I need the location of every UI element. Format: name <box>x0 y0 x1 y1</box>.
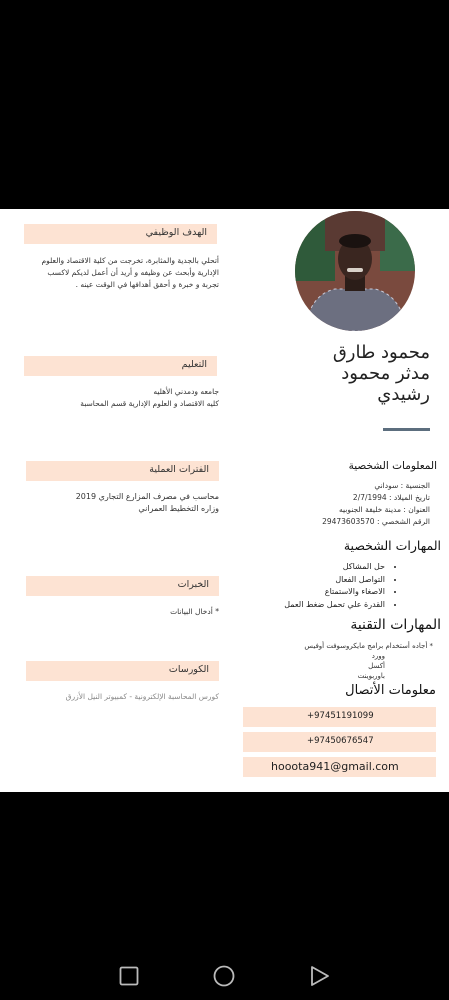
list-item: • التواصل الفعال <box>185 574 385 587</box>
education-line: جامعه ودمدني الأهليه <box>153 387 219 396</box>
personal-info-title: المعلومات الشخصية <box>348 460 437 472</box>
circle-home-icon[interactable] <box>213 965 235 987</box>
objective-text <box>20 255 219 291</box>
tech-line: * أجاده أستخدام برامج مايكروسوفت أوفيس <box>304 642 433 650</box>
personal-skills-list <box>185 561 401 611</box>
work-line: وزاره التخطيط العمراني <box>138 504 219 513</box>
courses-line: كورس المحاسبة الإلكترونية - كمبيوتر النيل الأزرق <box>65 692 219 701</box>
personal-line: تاريخ الميلاد : 2/7/1994 <box>352 493 430 502</box>
square-recents-icon[interactable] <box>119 966 139 986</box>
education-line: كليه الاقتصاد و العلوم الإدارية قسم المحاسبة <box>80 399 219 408</box>
personal-line: الرقم الشخصي : 29473603570 <box>322 517 430 526</box>
name-line: محمود طارق <box>332 342 430 363</box>
list-item: • حل المشاكل <box>185 561 385 574</box>
name-line: مدثر محمود <box>341 363 430 384</box>
tech-line: أكسل <box>368 662 385 670</box>
personal-line: الجنسية : سوداني <box>374 481 430 490</box>
phone-2[interactable]: +97450676547 <box>307 736 374 746</box>
tech-line: وورد <box>371 652 385 660</box>
tech-skills-text <box>203 641 433 681</box>
work-header <box>26 461 219 481</box>
experience-title: الخبرات <box>177 579 209 590</box>
personal-skills-title: المهارات الشخصية <box>343 538 441 553</box>
objective-line: الإدارية وأبحث عن وظيفه و أريد أن أعمل لديكم لاكسب <box>47 268 219 277</box>
courses-header <box>26 661 219 681</box>
personal-line: العنوان : مدينة خليفة الجنوبيه <box>338 505 430 514</box>
personal-info-text <box>230 480 430 528</box>
email[interactable]: hooota941@gmail.com <box>271 760 399 773</box>
courses-text <box>20 691 219 703</box>
name-line: رشيدي <box>377 384 430 405</box>
list-item: • الاصغاء والاستمتاع <box>185 586 385 599</box>
cv-page <box>0 209 449 792</box>
contact-title: معلومات الأتصال <box>345 683 436 698</box>
list-item: • القدرة علي تحمل ضغط العمل <box>185 599 385 612</box>
work-text <box>20 491 219 515</box>
candidate-name <box>230 342 430 405</box>
objective-line: أتحلي بالجدية والمثابرة، تخرجت من كلية الاقتصاد والعلوم <box>41 256 219 265</box>
phone-field-1 <box>243 707 436 727</box>
education-header <box>24 356 217 376</box>
tech-line: باوربوينت <box>357 672 385 680</box>
work-title: الفترات العملية <box>149 464 209 475</box>
education-text <box>20 386 219 410</box>
accent-bar <box>383 428 430 431</box>
objective-title: الهدف الوظيفي <box>145 227 207 238</box>
profile-photo <box>295 211 415 331</box>
objective-header <box>24 224 217 244</box>
objective-line: تجربة و خبرة و أحقق أهدافها في الوقت عينه . <box>75 280 219 289</box>
triangle-back-icon[interactable] <box>310 965 330 987</box>
work-line: محاسب في مصرف المزارع التجاري 2019 <box>75 492 219 501</box>
email-field <box>243 757 436 777</box>
education-title: التعليم <box>181 359 207 370</box>
experience-line: * أدخال البيانات <box>170 607 219 616</box>
phone-1[interactable]: +97451191099 <box>307 711 374 721</box>
phone-field-2 <box>243 732 436 752</box>
tech-skills-title: المهارات التقنية <box>350 617 441 633</box>
courses-title: الكورسات <box>168 664 209 675</box>
